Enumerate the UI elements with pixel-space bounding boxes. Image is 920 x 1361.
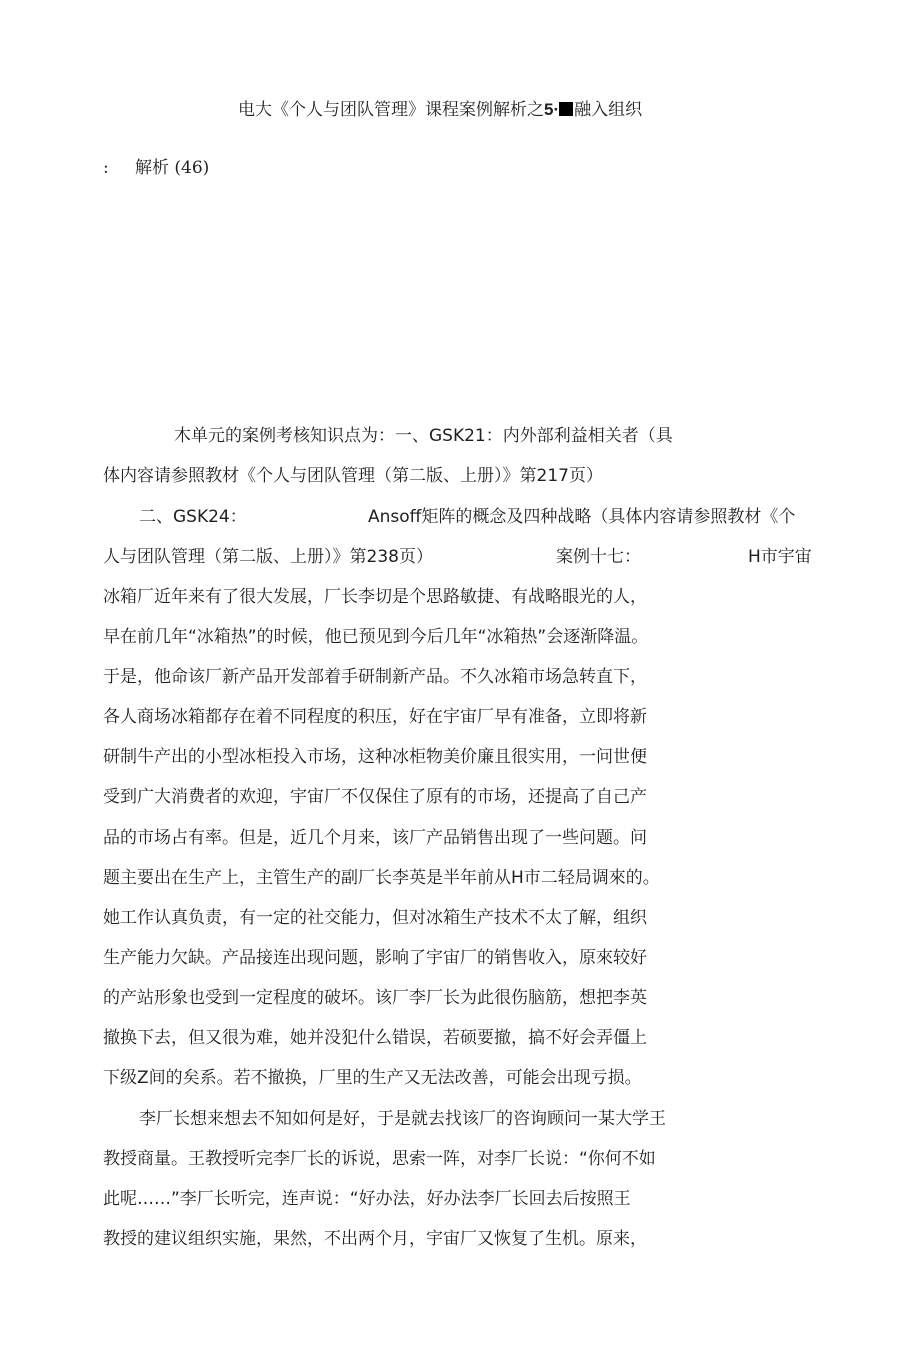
paragraph-line: 各人商场冰箱都存在着不同程度的积压，好在宇宙厂早有准备，立即将新 [103,707,647,727]
subtitle-text: 解析 (46) [135,158,210,178]
paragraph-line: 她工作认真负责，有一定的社交能力，但对冰箱生产技术不太了解，组织 [103,908,647,928]
paragraph-line: 体内容请参照教材《个人与团队管理（第二版、上册）》第217页） [103,466,603,486]
paragraph-line: 于是，他命该厂新产品开发部着手研制新产品。不久冰箱市场急转直下， [103,667,647,687]
paragraph-line: 生产能力欠缺。产品接连出现问题，影响了宇宙厂的销售收入，原來较好 [103,948,647,968]
paragraph-line: 教授商量。王教授听完李厂长的诉说，思索一阵，对李厂长说：“你何不如 [103,1149,656,1169]
document-title [238,98,642,122]
paragraph-line: 教授的建议组织实施，果然，不出两个月，宇宙厂又恢复了生机。原来， [103,1229,647,1249]
paragraph-line: 的产站形象也受到一定程度的破坏。该厂李厂长为此很伤脑筋，想把李英 [103,988,647,1008]
paragraph-line: 品的市场占有率。但是，近几个月来，该厂产品销售出现了一些问题。问 [103,828,647,848]
document-subtitle [103,156,209,180]
paragraph-line: 题主要出在生产上，主管生产的副厂长李英是半年前从H市二轻局调來的。 [103,868,660,888]
subtitle-colon: : [103,158,109,178]
paragraph-line [748,545,812,569]
black-square-icon [559,102,573,116]
line-segment: 二、GSK24： [139,507,247,527]
paragraph-line: 此呢……”李厂长听完，连声说：“好办法，好办法李厂长回去后按照王 [103,1189,631,1209]
paragraph-line: 受到广大消费者的欢迎，宇宙厂不仅保住了原有的市场，还提高了自己产 [103,787,647,807]
paragraph-line: 冰箱厂近年来有了很大发展，厂长李切是个思路敏捷、有战略眼光的人， [103,587,647,607]
paragraph-line: 李厂长想来想去不知如何是好，于是就去找该厂的咨询顾问一某大学王 [139,1109,666,1129]
paragraph-line [139,505,247,529]
line-segment: H市宇宙 [748,547,812,567]
title-prefix: 电大《个人与团队管理》课程案例解析之 [238,100,544,120]
paragraph-line: 撤换下去，但又很为难，她并没犯什么错误，若硕要撤，搞不好会弄僵上 [103,1028,647,1048]
paragraph-line: 早在前几年“冰箱热”的时候，他已预见到今后几年“冰箱热”会逐渐降温。 [103,627,649,647]
paragraph-line: 木单元的案例考核知识点为：一、GSK21：内外部利益相关者（具 [174,426,673,446]
title-number: 5· [544,100,560,119]
paragraph-line: 研制牛产出的小型冰柜投入市场，这种冰柜物美价廉且很实用，一问世便 [103,747,647,767]
line-segment: 案例十七： [556,547,641,567]
line-segment: 人与团队管理（第二版、上册）》第238页） [103,547,433,567]
paragraph-line: 下级Z间的矣系。若不撤换，厂里的生产又无法改善，可能会出现亏损。 [103,1068,642,1088]
title-suffix: 融入组织 [574,100,643,120]
paragraph-line [368,505,795,529]
case-label [556,545,641,569]
line-segment: Ansoff矩阵的概念及四种战略（具体内容请参照教材《个 [368,507,796,527]
paragraph-line [103,545,433,569]
